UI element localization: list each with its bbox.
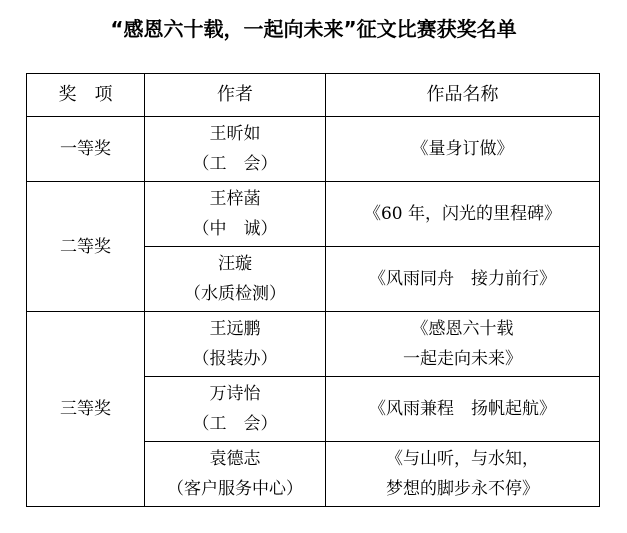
author-unit: （工 会） xyxy=(192,414,278,434)
work-title-cell xyxy=(326,247,600,312)
work-title-line-1: 《感恩六十载 xyxy=(411,319,514,339)
work-title-line-1: 《与山听，与水知， xyxy=(386,449,539,469)
author-cell xyxy=(145,312,326,377)
work-title: 《风雨兼程 扬帆起航》 xyxy=(369,399,556,419)
table-row xyxy=(27,182,600,247)
author-cell xyxy=(145,182,326,247)
work-title-cell xyxy=(326,312,600,377)
award-level-second: 二等奖 xyxy=(27,182,145,312)
author-name: 王昕如 xyxy=(209,124,261,144)
header-award: 奖 项 xyxy=(27,74,145,117)
header-work: 作品名称 xyxy=(326,74,600,117)
author-cell xyxy=(145,377,326,442)
award-level-third: 三等奖 xyxy=(27,312,145,507)
work-title: 《风雨同舟 接力前行》 xyxy=(369,269,556,289)
work-title-line-2: 一起走向未来》 xyxy=(403,349,522,369)
work-title-cell xyxy=(326,117,600,182)
author-unit: （客户服务中心） xyxy=(167,479,303,499)
author-unit: （报装办） xyxy=(192,349,278,369)
author-name: 万诗怡 xyxy=(209,384,261,404)
header-author: 作者 xyxy=(145,74,326,117)
author-cell xyxy=(145,117,326,182)
author-cell xyxy=(145,247,326,312)
award-level-first: 一等奖 xyxy=(27,117,145,182)
author-name: 汪璇 xyxy=(218,254,252,274)
work-title-cell xyxy=(326,182,600,247)
author-name: 王梓菡 xyxy=(209,189,261,209)
document-title: “感恩六十载，一起向未来”征文比赛获奖名单 xyxy=(110,17,517,41)
work-title: 《量身订做》 xyxy=(411,139,514,159)
author-unit: （中 诚） xyxy=(192,219,278,239)
author-unit: （工 会） xyxy=(192,154,278,174)
author-cell xyxy=(145,442,326,507)
table-row xyxy=(27,312,600,377)
table-row xyxy=(27,117,600,182)
work-title-cell xyxy=(326,442,600,507)
table-header-row xyxy=(27,74,600,117)
work-title-line-2: 梦想的脚步永不停》 xyxy=(386,479,539,499)
award-table xyxy=(26,73,600,507)
work-title-cell xyxy=(326,377,600,442)
author-name: 袁德志 xyxy=(209,449,261,469)
author-name: 王远鹏 xyxy=(209,319,261,339)
author-unit: （水质检测） xyxy=(184,284,286,304)
work-title: 《60 年，闪光的里程碑》 xyxy=(363,204,562,224)
